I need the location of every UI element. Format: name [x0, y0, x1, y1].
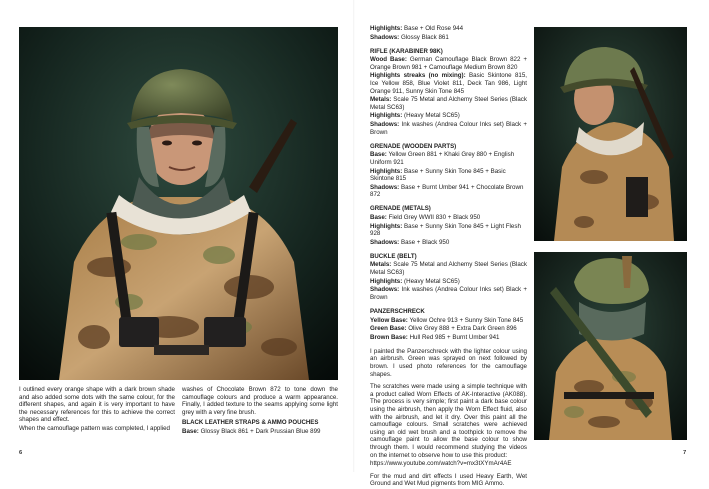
paint-recipe-line: [370, 121, 527, 136]
recipe-label: Shadows:: [370, 183, 400, 191]
paragraph: I outlined every orange shape with a dark brown shade and also added some dots with the same colour, for the different shapes, and again it is very important to have the necessary references for this to achieve the correct shapes and effect.: [19, 386, 175, 424]
recipe-value: Hull Red 985 + Burnt Umber 941: [409, 333, 500, 341]
recipe-label: Highlights:: [370, 222, 403, 230]
recipe-value: Yellow Green 881 + Khaki Grey 880 + English Uniform 921: [370, 151, 515, 166]
section-heading: GRENADE (WOODEN PARTS): [370, 142, 457, 150]
paragraph: I painted the Panzerschreck with the lighter colour using an airbrush. Green was sprayed on next followed by brown. I used photo references for the camouflage shapes.: [370, 347, 527, 378]
paint-recipe-line: [370, 325, 527, 333]
recipe-label: Base:: [370, 213, 387, 221]
recipe-value: Base + Sunny Skin Tone 845 + Basic Skintone 815: [370, 167, 506, 183]
paint-recipe-line: [370, 239, 527, 247]
paint-recipe-line: [370, 278, 527, 286]
recipe-value: Ink washes (Andrea Colour Inks set) Black + Brown: [370, 121, 527, 136]
recipe-value: Base + Old Rose 944: [404, 25, 464, 32]
recipe-value: Scale 75 Metal and Alchemy Steel Series (Black Metal SC63): [370, 96, 527, 111]
recipe-label: Shadows:: [370, 121, 400, 129]
paint-recipe-line: [370, 96, 527, 111]
recipe-value: German Camouflage Black Brown 822 + Orange Brown 981 + Camouflage Medium Brown 820: [370, 56, 527, 71]
paragraph: For the mud and dirt effects I used Heavy Earth, Wet Ground and Wet Mud pigments from MIG Ammo.: [370, 472, 527, 488]
recipe-label: Brown Base:: [370, 333, 408, 341]
recipe-label: Highlights:: [370, 25, 403, 32]
recipe-label: Highlights:: [370, 277, 403, 285]
recipe-value: Base + Sunny Skin Tone 845 + Light Flesh 928: [370, 222, 521, 238]
recipe-value: (Heavy Metal SC65): [404, 112, 460, 120]
middle-body-text: [182, 386, 338, 437]
recipe-value: Basic Skintone 815, Ice Yellow 858, Blue Violet 811, Deck Tan 986, Light Orange 911, Sunny Skin Tone 845: [370, 72, 527, 95]
recipe-label: Wood Base:: [370, 56, 407, 64]
paint-recipe-line: [370, 334, 527, 342]
section-heading: BUCKLE (BELT): [370, 252, 417, 260]
video-link[interactable]: https://www.youtube.com/watch?v=mx3tXYmAr4AE: [370, 460, 512, 468]
paragraph: The scratches were made using a simple technique with a product called Worn Effects of AK-Interactive (AK088). The process is very simple; first paint a dark base colour using the airbrush, then apply the Worn Effect fluid, also with the airbrush, and let it dry. Over this paint all the camouflage colours. Small scratches were achieved using an old wet brush and a toothpick to remove the camouflage paint to allow the base colour to show through them. I would recommend studying the videos on the internet to observe how to use this product:: [370, 383, 527, 459]
section-heading: GRENADE (METALS): [370, 205, 431, 213]
page-gutter: [353, 0, 355, 472]
paint-recipe-line: [370, 25, 527, 33]
paint-recipe-line: [370, 168, 527, 183]
recipe-value: Field Grey WWII 830 + Black 950: [388, 213, 481, 221]
recipe-value: Scale 75 Metal and Alchemy Steel Series (Black Metal SC63): [370, 261, 527, 277]
page-number-left: 6: [19, 450, 23, 456]
paint-recipe-line: [370, 151, 527, 166]
section-heading: PANZERSCHRECK: [370, 307, 425, 315]
soldier-bust-back-icon: [534, 252, 687, 440]
paint-recipes-column: [370, 25, 527, 489]
section-heading: RIFLE (KARABINER 98K): [370, 47, 443, 55]
paint-recipe-line: [370, 72, 527, 95]
paint-recipe-line: [370, 112, 527, 120]
section-heading: BLACK LEATHER STRAPS & AMMO POUCHES: [182, 419, 319, 427]
paragraph: washes of Chocolate Brown 872 to tone down the camouflage colours and produce a warm appearance. Finally, I added texture to the seams applying some light grey with a very fine brush.: [182, 386, 338, 416]
soldier-bust-front-icon: [19, 27, 338, 380]
recipe-value: Glossy Black 861: [400, 33, 449, 41]
paint-recipe-line: [370, 317, 527, 325]
recipe-value: Olive Grey 888 + Extra Dark Green 896: [408, 325, 517, 333]
page-number-right: 7: [683, 450, 687, 456]
recipe-label: Metals:: [370, 96, 392, 104]
paint-recipe-line: [370, 184, 527, 199]
recipe-value: (Heavy Metal SC65): [404, 277, 460, 285]
paragraph: When the camouflage pattern was completed, I applied: [19, 424, 170, 432]
recipe-label: Shadows:: [370, 33, 400, 41]
recipe-label: Highlights:: [370, 112, 403, 120]
recipe-value: Ink washes (Andrea Colour Inks set) Black + Brown: [370, 286, 527, 301]
paint-recipe-line: [370, 34, 527, 42]
soldier-bust-right-side-icon: [534, 27, 687, 241]
recipe-value: Base + Burnt Umber 941 + Chocolate Brown 872: [370, 183, 524, 199]
side-view-photo: [534, 27, 687, 241]
recipe-value: Yellow Ochre 913 + Sunny Skin Tone 845: [409, 316, 524, 324]
back-view-photo: [534, 252, 687, 440]
recipe-label: Yellow Base:: [370, 316, 408, 324]
left-body-text: [19, 386, 175, 434]
main-figure-photo: [19, 27, 338, 380]
paint-recipe-line: [182, 428, 338, 436]
recipe-value: Glossy Black 861 + Dark Prussian Blue 899: [200, 427, 321, 435]
paint-recipe-line: [370, 286, 527, 301]
paint-recipe-line: [370, 56, 527, 71]
paint-recipe-line: [370, 261, 527, 276]
recipe-label: Base:: [370, 151, 387, 159]
recipe-label: Highlights streaks (no mixing):: [370, 72, 466, 80]
paint-recipe-line: [370, 223, 527, 238]
recipe-label: Shadows:: [370, 286, 400, 294]
paint-recipe-line: [370, 214, 527, 222]
recipe-value: Base + Black 950: [400, 238, 450, 246]
recipe-label: Highlights:: [370, 167, 403, 175]
recipe-label: Base:: [182, 427, 199, 435]
recipe-label: Shadows:: [370, 238, 400, 246]
recipe-label: Metals:: [370, 261, 392, 269]
recipe-label: Green Base:: [370, 325, 407, 333]
